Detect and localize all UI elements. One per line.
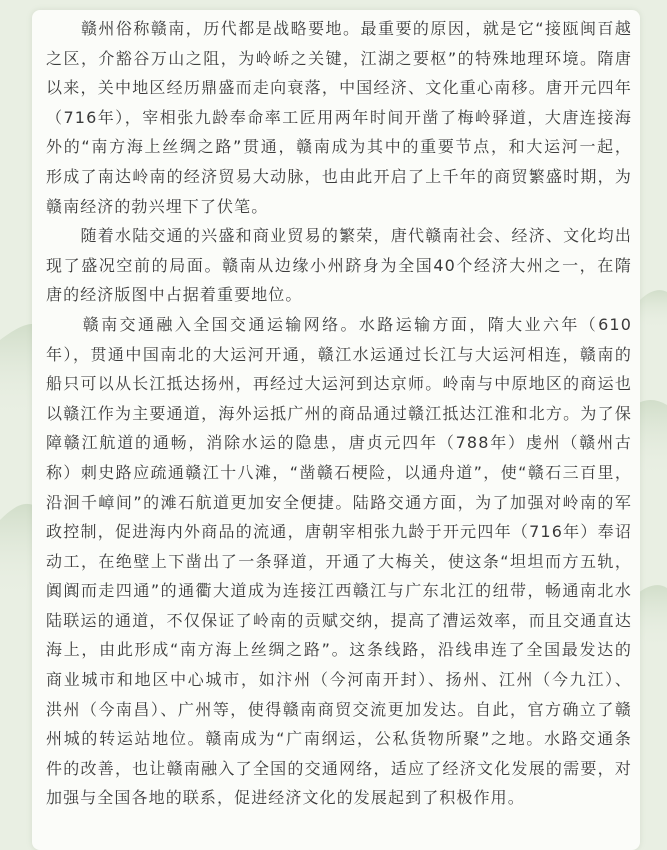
text-line: 以赣江作为主要通道，海外运抵广州的商品通过赣江抵达江淮和北方。为了保 <box>46 403 632 423</box>
text-line: 障赣江航道的通畅，消除水运的隐患，唐贞元四年（788年）虔州（赣州古 <box>46 433 632 453</box>
text-line: 动工，在绝壁上下凿出了一条驿道，开通了大梅关，使这条“坦坦而方五轨， <box>46 551 632 571</box>
text-line: 唐的经济版图中占据着重要地位。 <box>46 285 303 305</box>
text-line: 陆联运的通道，不仅保证了岭南的贡赋交纳，提高了漕运效率，而且交通直达 <box>46 610 632 630</box>
text-line: 沿洄千嶂间”的滩石航道更加安全便捷。陆路交通方面，为了加强对岭南的军 <box>46 492 632 512</box>
text-line: 随着水陆交通的兴盛和商业贸易的繁荣，唐代赣南社会、经济、文化均出 <box>46 226 632 246</box>
text-line: 称）刺史路应疏通赣江十八滩，“凿赣石梗险，以通舟道”，使“赣石三百里， <box>46 462 632 482</box>
text-line: （716年），宰相张九龄奉命率工匠用两年时间开凿了梅岭驿道，大唐连接海 <box>46 107 632 127</box>
text-line: 件的改善，也让赣南融入了全国的交通网络，适应了经济文化发展的需要，对 <box>46 758 632 778</box>
text-line: 赣州俗称赣南，历代都是战略要地。最重要的原因，就是它“接瓯闽百越 <box>46 19 632 38</box>
text-line: 年），贯通中国南北的大运河开通，赣江水运通过长江与大运河相连，赣南的 <box>46 344 632 364</box>
text-line: 商业城市和地区中心城市，如汴州（今河南开封）、扬州、江州（今九江）、 <box>46 670 632 690</box>
text-line: 赣南交通融入全国交通运输网络。水路运输方面，隋大业六年（610 <box>46 314 632 334</box>
text-line: 海上，由此形成“南方海上丝绸之路”。这条线路，沿线串连了全国最发达的 <box>46 640 632 660</box>
text-line: 现了盛况空前的局面。赣南从边缘小州跻身为全国40个经济大州之一，在隋 <box>46 255 632 275</box>
article-body <box>46 14 632 813</box>
text-line: 州城的转运站地位。赣南成为“广南纲运，公私货物所聚”之地。水路交通条 <box>46 729 632 749</box>
text-line: 洪州（今南昌）、广州等，使得赣南商贸交流更加发达。自此，官方确立了赣 <box>46 699 632 719</box>
article-paragraph <box>46 310 632 813</box>
article-paragraph <box>46 221 632 310</box>
article-paragraph <box>46 14 632 221</box>
text-line: 之区，介豁谷万山之阻，为岭峤之关键，江湖之要枢”的特殊地理环境。隋唐 <box>46 48 632 68</box>
text-line: 赣南经济的勃兴埋下了伏笔。 <box>46 196 269 216</box>
text-line: 加强与全国各地的联系，促进经济文化的发展起到了积极作用。 <box>46 788 525 808</box>
text-line: 以来，关中地区经历鼎盛而走向衰落，中国经济、文化重心南移。唐开元四年 <box>46 78 632 98</box>
text-line: 船只可以从长江抵达扬州，再经过大运河到达京师。岭南与中原地区的商运也 <box>46 374 632 394</box>
text-line: 外的“南方海上丝绸之路”贯通，赣南成为其中的重要节点，和大运河一起， <box>46 137 632 157</box>
text-line: 形成了南达岭南的经济贸易大动脉，也由此开启了上千年的商贸繁盛时期，为 <box>46 166 632 186</box>
text-line: 阗阗而走四通”的通衢大道成为连接江西赣江与广东北江的纽带，畅通南北水 <box>46 581 632 601</box>
text-line: 政控制，促进海内外商品的流通，唐朝宰相张九龄于开元四年（716年）奉诏 <box>46 522 632 542</box>
